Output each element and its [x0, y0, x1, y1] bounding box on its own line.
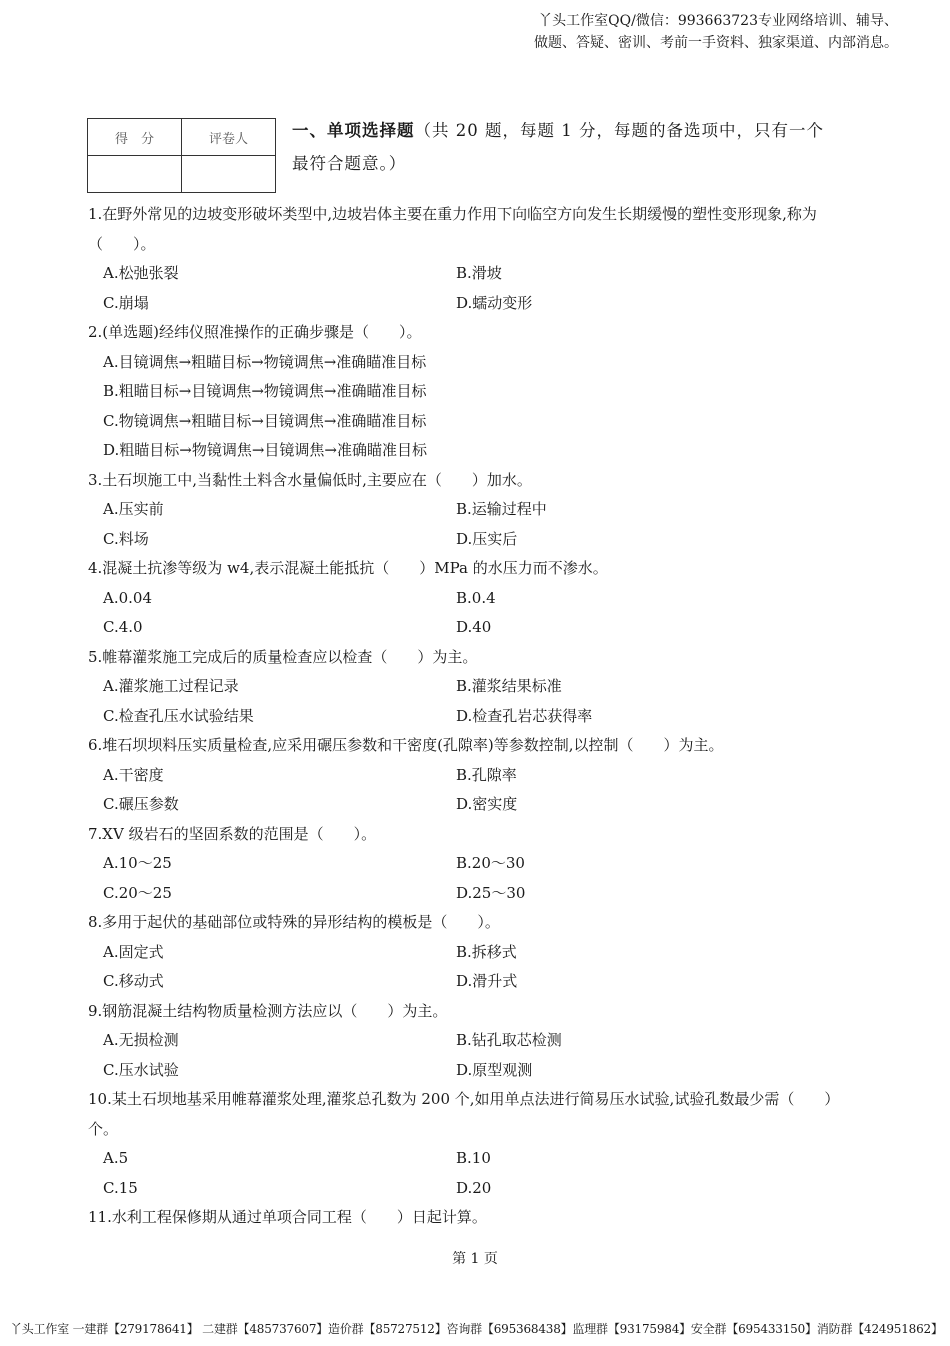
section-title — [292, 114, 882, 180]
question-block — [88, 820, 868, 909]
option-item: D.25～30 — [456, 883, 526, 902]
question-block — [88, 200, 868, 318]
question-block — [88, 997, 868, 1086]
grader-label: 评卷人 — [182, 119, 276, 156]
question-block — [88, 731, 868, 820]
score-label: 得 分 — [88, 119, 182, 156]
option-item: B.粗瞄目标→目镜调焦→物镜调焦→准确瞄准目标 — [103, 382, 427, 400]
option-item: D.蠕动变形 — [456, 293, 533, 312]
option-item: A.10～25 — [103, 854, 172, 872]
option-item: A.5 — [103, 1149, 129, 1167]
option-item: D.粗瞄目标→物镜调焦→目镜调焦→准确瞄准目标 — [103, 441, 427, 459]
question-text: 1.在野外常见的边坡变形破坏类型中,边坡岩体主要在重力作用下向临空方向发生长期缓慢的塑性变形现象,称为（ ）。 — [88, 205, 817, 253]
option-item: C.崩塌 — [103, 293, 149, 312]
question-text: 11.水利工程保修期从通过单项合同工程（ ）日起计算。 — [88, 1208, 487, 1226]
question-text: 7.XV 级岩石的坚固系数的范围是（ ）。 — [88, 824, 377, 843]
question-block — [88, 318, 868, 466]
options — [88, 348, 868, 466]
option-item: C.4.0 — [103, 618, 143, 636]
option-item: B.20～30 — [456, 854, 525, 872]
section-heading: 一、单项选择题 — [292, 121, 415, 140]
option-item: A.灌浆施工过程记录 — [103, 677, 239, 695]
question-text: 6.堆石坝坝料压实质量检查,应采用碾压参数和干密度(孔隙率)等参数控制,以控制（ ）为主。 — [88, 736, 724, 754]
question-text: 8.多用于起伏的基础部位或特殊的异形结构的模板是（ ）。 — [88, 913, 500, 931]
option-item: B.灌浆结果标准 — [456, 677, 562, 695]
question-block — [88, 908, 868, 997]
option-item: C.移动式 — [103, 972, 164, 990]
option-item: A.0.04 — [103, 588, 152, 607]
option-item: C.15 — [103, 1178, 138, 1197]
option-item: A.松弛张裂 — [103, 264, 179, 282]
option-item: B.拆移式 — [456, 942, 517, 961]
header-line-1: 丫头工作室QQ/微信：993663723专业网络培训、辅导、 — [538, 13, 898, 29]
header-line-2: 做题、答疑、密训、考前一手资料、独家渠道、内部消息。 — [534, 35, 898, 51]
grader-cell — [182, 156, 276, 193]
option-item: C.料场 — [103, 529, 149, 548]
section-desc-line-2: 最符合题意。） — [292, 154, 407, 173]
option-item: D.20 — [456, 1178, 492, 1197]
score-table — [87, 118, 276, 193]
options — [88, 849, 868, 908]
question-text: 9.钢筋混凝土结构物质量检测方法应以（ ）为主。 — [88, 1001, 448, 1020]
question-text: 10.某土石坝地基采用帷幕灌浆处理,灌浆总孔数为 200 个,如用单点法进行简易压水试验,试验孔数最少需（ ）个。 — [88, 1090, 840, 1138]
question-block — [88, 643, 868, 732]
option-item: C.物镜调焦→粗瞄目标→目镜调焦→准确瞄准目标 — [103, 411, 427, 430]
option-item: C.碾压参数 — [103, 795, 179, 813]
question-text: 5.帷幕灌浆施工完成后的质量检查应以检查（ ）为主。 — [88, 647, 478, 666]
option-item: B.钻孔取芯检测 — [456, 1031, 562, 1049]
question-block — [88, 1203, 868, 1233]
option-item: A.干密度 — [103, 765, 164, 784]
options — [88, 938, 868, 997]
option-item: B.10 — [456, 1149, 491, 1167]
question-block — [88, 1085, 868, 1203]
option-item: B.滑坡 — [456, 264, 502, 282]
options — [88, 1026, 868, 1085]
options — [88, 584, 868, 643]
option-item: A.无损检测 — [103, 1031, 179, 1049]
option-item: D.压实后 — [456, 529, 518, 548]
footer-note: 丫头工作室 一建群【279178641】 二建群【485737607】造价群【85727512】咨询群【695368438】监理群【93175984】安全群【695433150】消防群【424951862】 — [10, 1322, 943, 1336]
question-text: 3.土石坝施工中,当黏性土料含水量偏低时,主要应在（ ）加水。 — [88, 470, 532, 489]
options — [88, 495, 868, 554]
question-block — [88, 554, 868, 643]
option-item: A.压实前 — [103, 500, 164, 518]
option-item: A.固定式 — [103, 942, 164, 961]
options — [88, 761, 868, 820]
page-number: 第 1 页 — [452, 1251, 498, 1267]
options — [88, 1144, 868, 1203]
score-cell — [88, 156, 182, 193]
option-item: C.20～25 — [103, 883, 172, 902]
question-list — [88, 200, 868, 1233]
option-item: D.滑升式 — [456, 972, 518, 990]
options — [88, 259, 868, 318]
option-item: D.40 — [456, 618, 492, 636]
question-block — [88, 466, 868, 555]
options — [88, 672, 868, 731]
option-item: C.压水试验 — [103, 1060, 179, 1079]
option-item: B.运输过程中 — [456, 500, 547, 518]
option-item: A.目镜调焦→粗瞄目标→物镜调焦→准确瞄准目标 — [103, 352, 427, 371]
question-text: 2.(单选题)经纬仪照准操作的正确步骤是（ ）。 — [88, 323, 422, 341]
option-item: D.检查孔岩芯获得率 — [456, 706, 593, 725]
section-desc-line-1: （共 20 题，每题 1 分，每题的备选项中，只有一个 — [414, 121, 824, 140]
option-item: D.原型观测 — [456, 1060, 533, 1079]
header-note — [534, 10, 898, 54]
option-item: B.孔隙率 — [456, 765, 517, 784]
option-item: D.密实度 — [456, 795, 518, 813]
option-item: C.检查孔压水试验结果 — [103, 706, 254, 725]
question-text: 4.混凝土抗渗等级为 w4,表示混凝土能抵抗（ ）MPa 的水压力而不渗水。 — [88, 559, 608, 577]
option-item: B.0.4 — [456, 588, 496, 607]
